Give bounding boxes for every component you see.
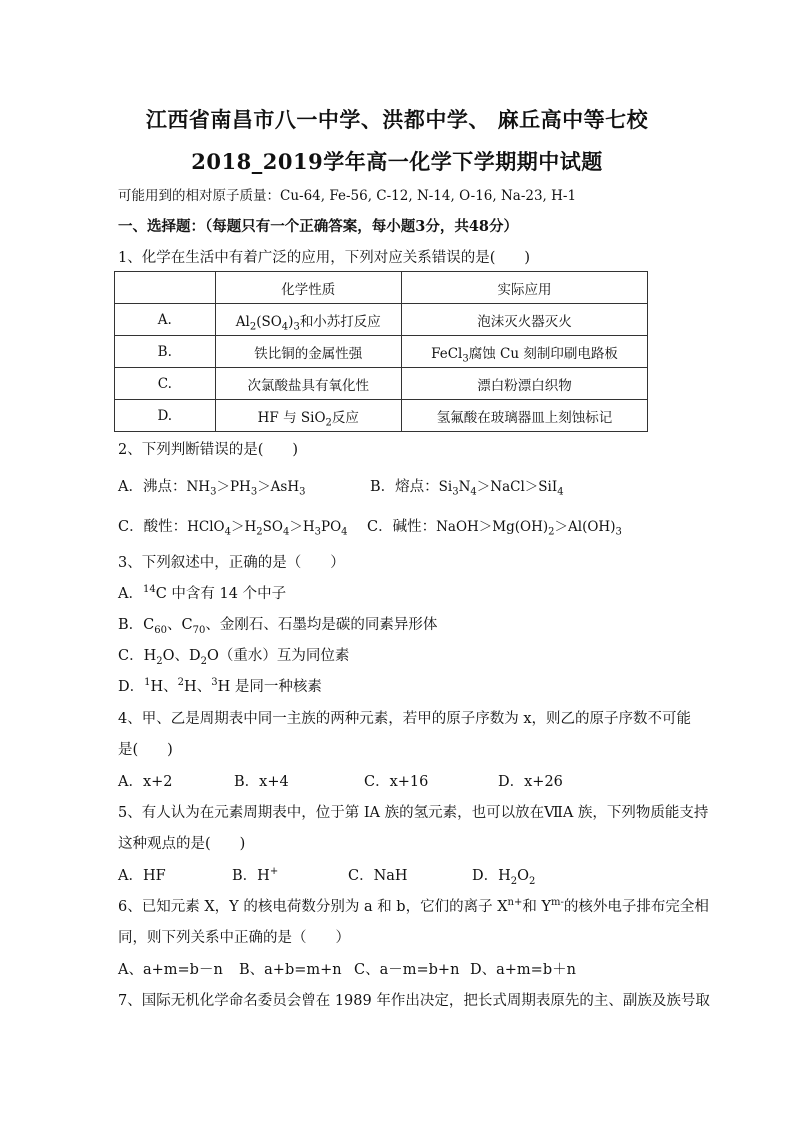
chemical-property: 次氯酸盐具有氧化性 (215, 368, 401, 400)
question-7-stem-line1: 7、国际无机化学命名委员会曾在 1989 年作出决定，把长式周期表原先的主、副族及族号取 (118, 993, 710, 1009)
table-header-cell: 化学性质 (215, 272, 401, 304)
question-5-stem-line2: 这种观点的是( ) (118, 836, 246, 852)
question-6-stem-line2: 同，则下列关系中正确的是（ ） (118, 930, 350, 946)
question-2-option-b: B．熔点：$Si_3N_4>NaCl>SiI_4$ (370, 479, 564, 498)
chemical-property: 铁比铜的金属性强 (215, 336, 401, 368)
row-label: C. (115, 368, 216, 400)
question-5-option-c: C．NaH (348, 868, 408, 884)
practical-application: 氢氟酸在玻璃器皿上刻蚀标记 (401, 400, 647, 432)
question-6-option-b: B、a+b=m+n (239, 962, 342, 978)
question-2-option-c: C．酸性：$HClO_4>H_2SO_4>H_3PO_4$ (118, 519, 348, 538)
question-4-option-a: A．x+2 (118, 774, 173, 790)
practical-application: 泡沫灭火器灭火 (401, 304, 647, 336)
table-row (115, 368, 648, 400)
question-4-option-b: B．x+4 (234, 774, 289, 790)
table-row (115, 304, 648, 336)
question-5-option-a: A．HF (118, 868, 166, 884)
exam-title-line1: 江西省南昌市八一中学、洪都中学、 麻丘高中等七校 (145, 107, 649, 132)
table-row (115, 336, 648, 368)
question-3-option-c: C．$H_2O$、$D_2O$（重水）互为同位素 (118, 648, 350, 667)
question-6-option-c: C、a－m=b+n (354, 962, 460, 978)
row-label: D. (115, 400, 216, 432)
question-1-stem: 1、化学在生活中有着广泛的应用，下列对应关系错误的是( ) (118, 250, 531, 266)
practical-application: FeCl$_3$腐蚀 Cu 刻制印刷电路板 (401, 336, 647, 368)
chemical-property: $Al_2(SO_4)_3$和小苏打反应 (215, 304, 401, 336)
question-2-option-a: A．沸点：$NH_3>PH_3>AsH_3$ (118, 479, 306, 498)
question-1-table (114, 271, 648, 432)
row-label: B. (115, 336, 216, 368)
section-heading: 一、选择题：（每题只有一个正确答案，每小题3分，共48分） (118, 218, 519, 235)
table-header-cell: 实际应用 (401, 272, 647, 304)
question-5-stem-line1: 5、有人认为在元素周期表中，位于第 IA 族的氢元素，也可以放在ⅦA 族，下列物质能支持 (118, 805, 709, 821)
question-4-stem-line1: 4、甲、乙是周期表中同一主族的两种元素，若甲的原子序数为 x，则乙的原子序数不可能 (118, 711, 692, 727)
question-5-option-d: D．$H_2O_2$ (472, 868, 536, 887)
table-header-row (115, 272, 648, 304)
question-6-stem-line1: 6、已知元素 X，Y 的核电荷数分别为 a 和 b，它们的离子 $X^{n+}$和 $Y^{m-}$的核外电子排布完全相 (118, 897, 709, 915)
row-label: A. (115, 304, 216, 336)
exam-title-line2: 2018_2019学年高一化学下学期期中试题 (191, 149, 603, 174)
question-6-option-a: A、a+m=b－n (118, 962, 223, 978)
table-row (115, 400, 648, 432)
question-2-stem: 2、下列判断错误的是( ) (118, 442, 299, 458)
question-2-option-d: C．碱性：$NaOH>Mg(OH)_2>Al(OH)_3$ (367, 519, 622, 538)
question-5-option-b: B．H+ (232, 866, 279, 884)
practical-application: 漂白粉漂白织物 (401, 368, 647, 400)
atomic-masses: 可能用到的相对原子质量：Cu-64, Fe-56, C-12, N-14, O-16, Na-23, H-1 (118, 188, 577, 204)
question-6-option-d: D、a+m=b＋n (470, 962, 576, 978)
question-3-option-b: B．$C_{60}$、$C_{70}$、金刚石、石墨均是碳的同素异形体 (118, 617, 438, 636)
question-3-option-a: A．$^{14}$C 中含有 14 个中子 (118, 584, 287, 602)
question-3-option-d: D．$^1$H、$^2$H、$^3$H 是同一种核素 (118, 677, 322, 695)
table-header-cell (115, 272, 216, 304)
question-4-option-c: C．x+16 (364, 774, 429, 790)
chemical-property: HF 与 SiO$_2$反应 (215, 400, 401, 432)
question-4-stem-line2: 是( ) (118, 742, 173, 758)
question-4-option-d: D．x+26 (498, 774, 563, 790)
question-3-stem: 3、下列叙述中，正确的是（ ） (118, 555, 345, 571)
